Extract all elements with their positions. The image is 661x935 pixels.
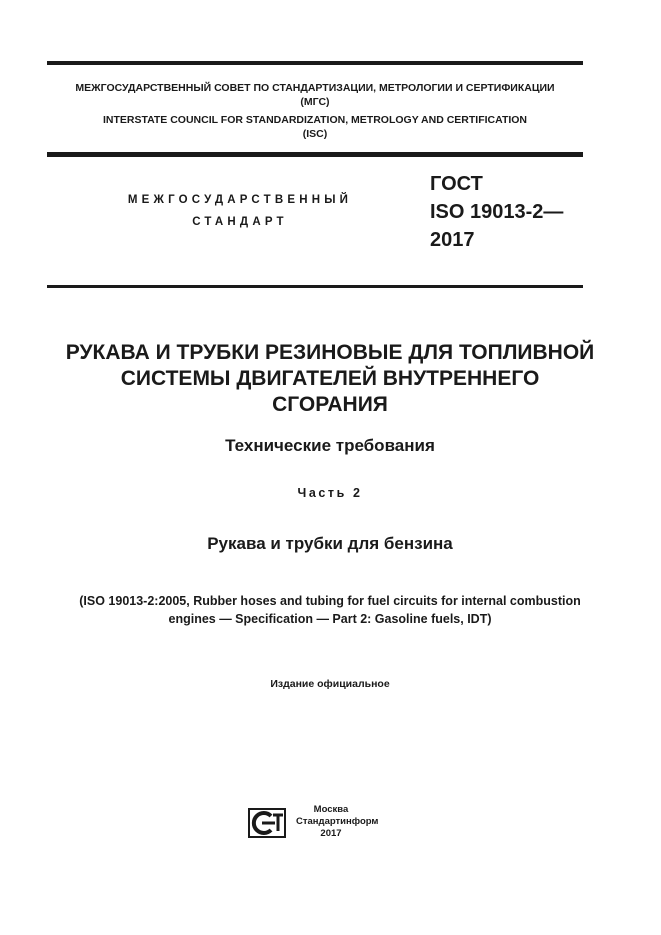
council-name-english xyxy=(47,113,583,141)
document-subtitle: Технические требования xyxy=(225,436,435,455)
interstate-standard-label xyxy=(100,189,380,233)
title-line2: СИСТЕМЫ ДВИГАТЕЛЕЙ ВНУТРЕННЕГО xyxy=(120,367,540,390)
publisher-city: Москва xyxy=(313,804,349,815)
gost-line2: ISO 19013-2— xyxy=(430,201,564,223)
title-line3: СГОРАНИЯ xyxy=(272,393,388,416)
council-ru-abbr: (МГС) xyxy=(300,96,330,108)
gost-line1: ГОСТ xyxy=(430,173,483,195)
lower-rule xyxy=(47,285,583,288)
document-title xyxy=(20,340,640,418)
middle-rule xyxy=(47,152,583,157)
part-number: Часть 2 xyxy=(297,486,363,500)
gost-line3: 2017 xyxy=(430,229,475,251)
top-rule xyxy=(47,61,583,65)
iso-reference xyxy=(30,592,630,628)
gost-designation xyxy=(430,170,563,254)
publisher-year: 2017 xyxy=(320,828,342,839)
iso-reference-line2: engines — Specification — Part 2: Gasoline fuels, IDT) xyxy=(168,612,492,626)
publisher-name: Стандартинформ xyxy=(296,816,379,827)
standard-label-line2: СТАНДАРТ xyxy=(192,216,288,228)
standard-label-line1: МЕЖГОСУДАРСТВЕННЫЙ xyxy=(127,194,353,206)
council-en-abbr: (ISC) xyxy=(302,128,328,140)
council-ru-line1: МЕЖГОСУДАРСТВЕННЫЙ СОВЕТ ПО СТАНДАРТИЗАЦИИ, МЕТРОЛОГИИ И СЕРТИФИКАЦИИ xyxy=(75,82,555,94)
council-name-russian xyxy=(47,81,583,109)
title-line1: РУКАВА И ТРУБКИ РЕЗИНОВЫЕ ДЛЯ ТОПЛИВНОЙ xyxy=(65,341,595,364)
iso-reference-line1: (ISO 19013-2:2005, Rubber hoses and tubing for fuel circuits for internal combustion xyxy=(79,594,581,608)
standartinform-logo-icon xyxy=(248,808,286,838)
council-en-line1: INTERSTATE COUNCIL FOR STANDARDIZATION, METROLOGY AND CERTIFICATION xyxy=(102,114,528,126)
part-title: Рукава и трубки для бензина xyxy=(207,534,453,553)
official-edition-label: Издание официальное xyxy=(270,678,390,690)
publisher-block xyxy=(296,804,379,840)
